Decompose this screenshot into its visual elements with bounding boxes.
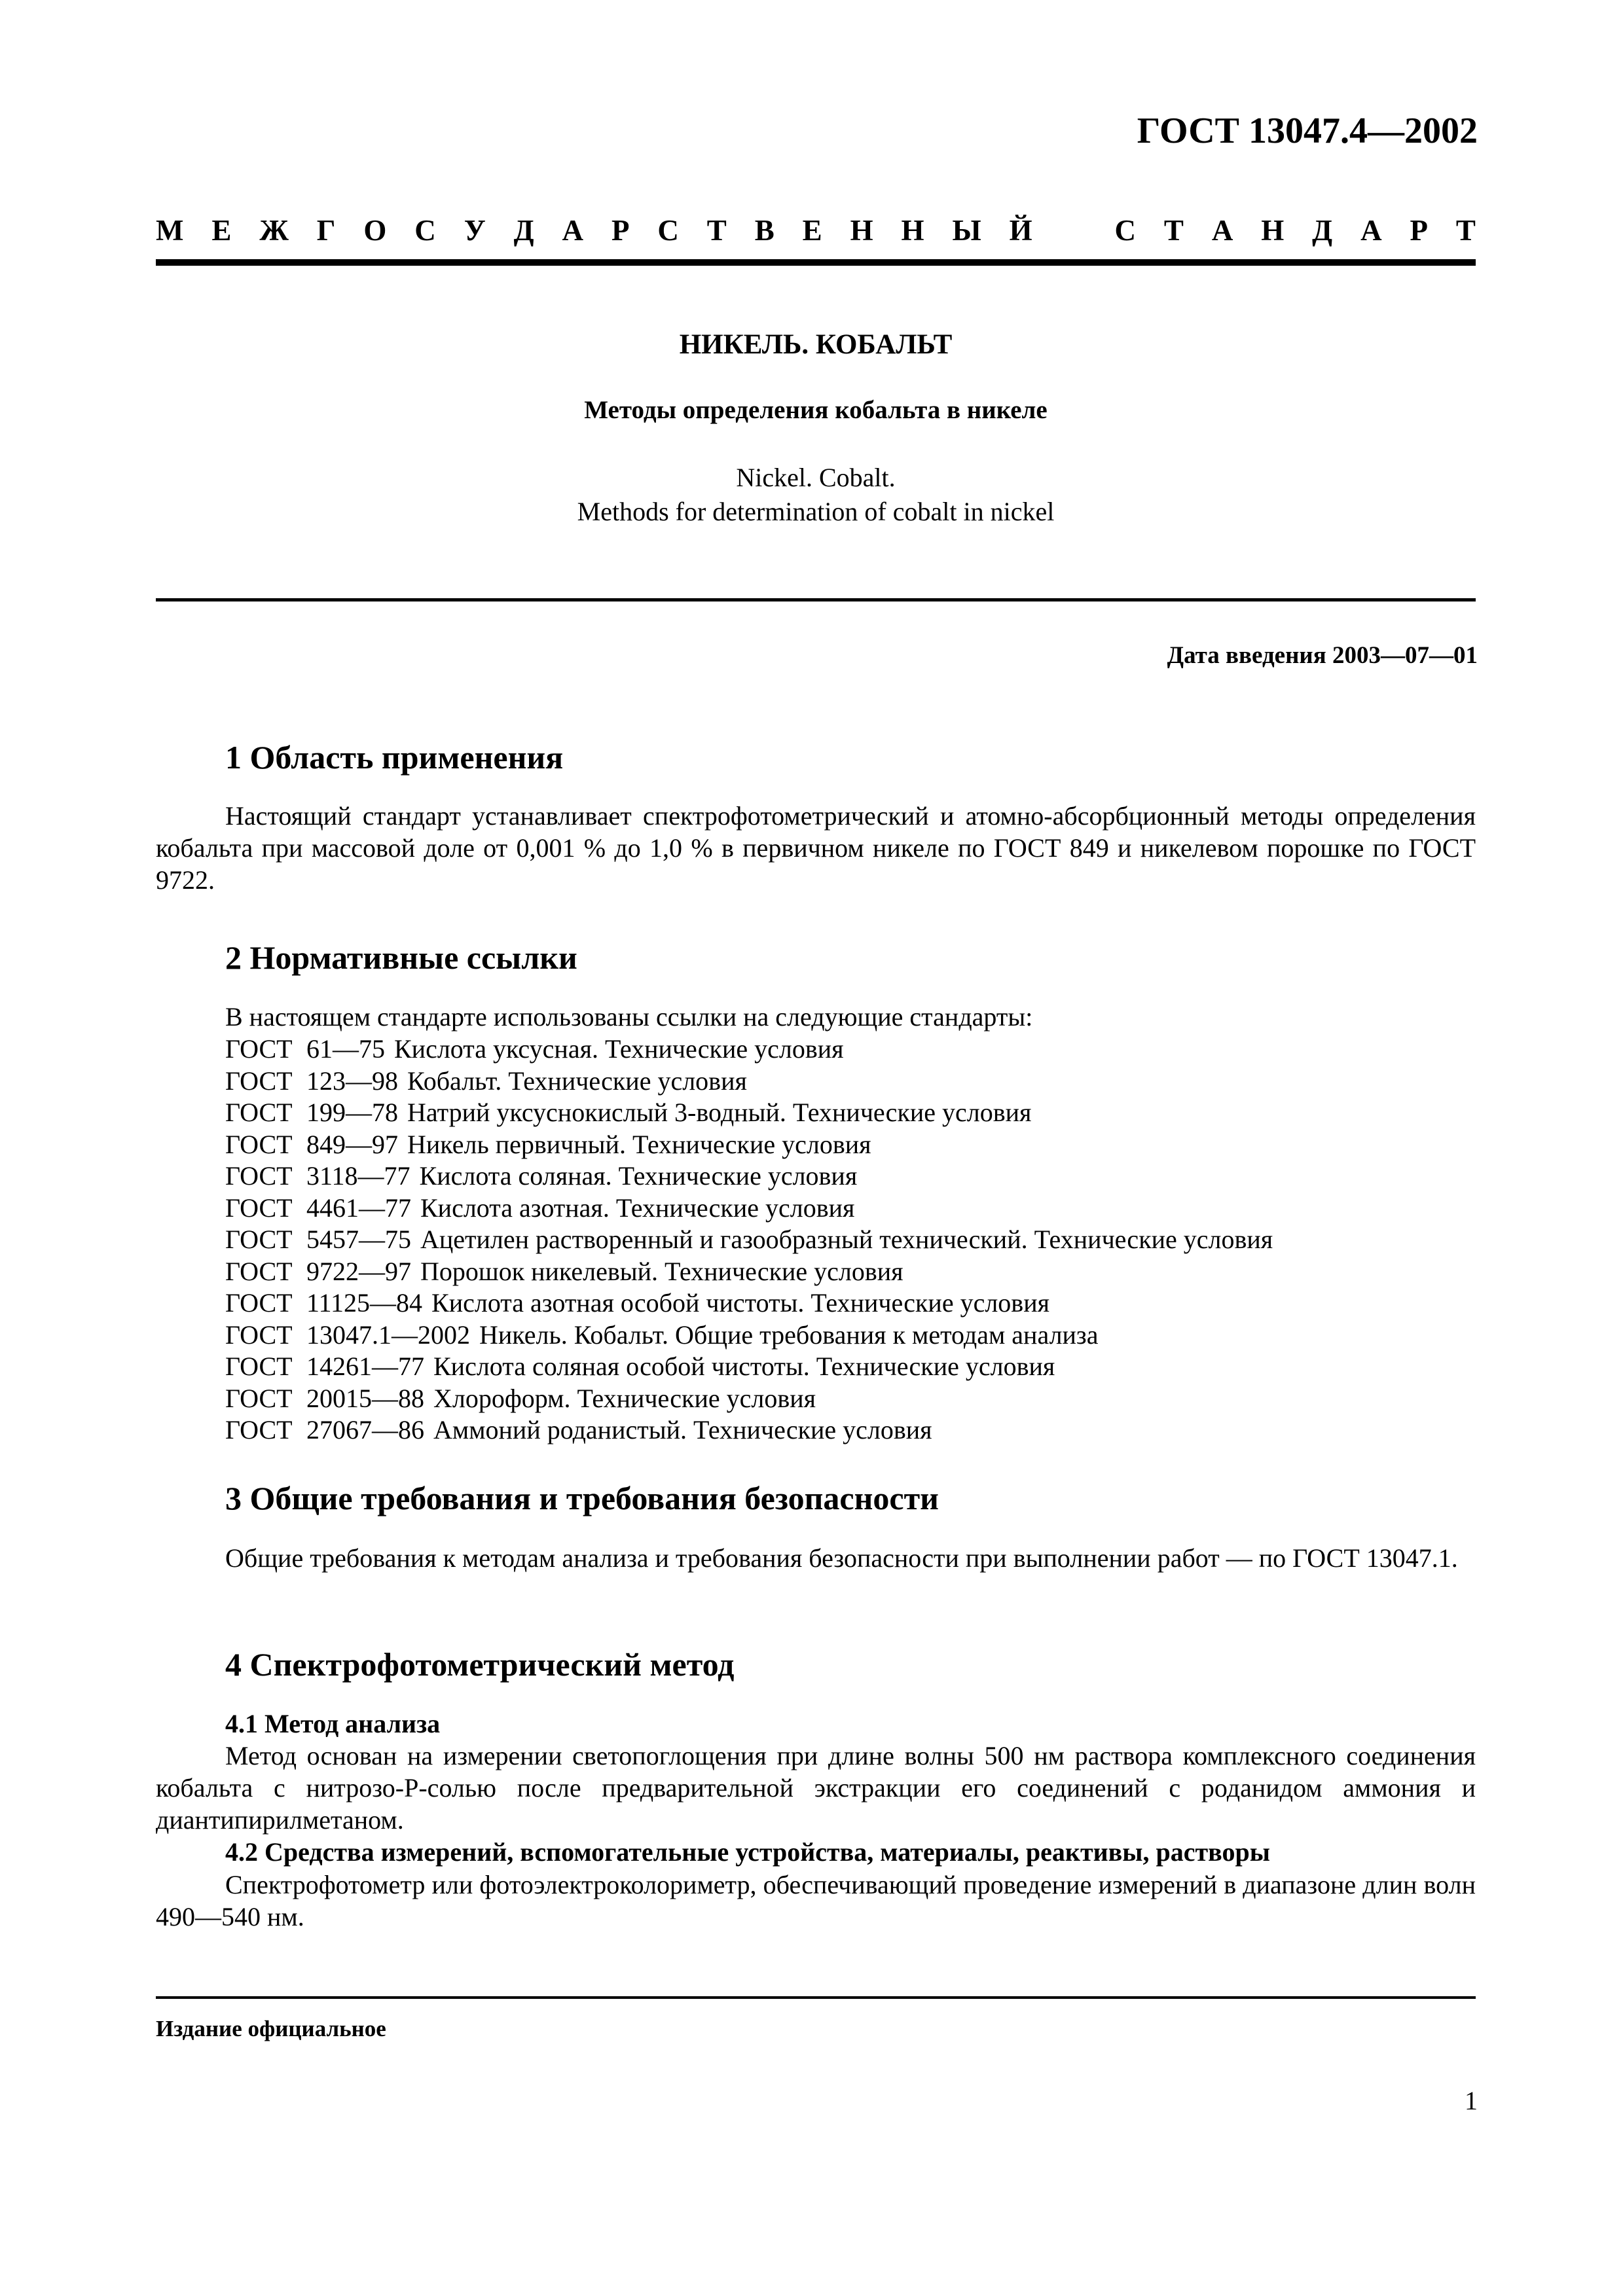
reference-title: Порошок никелевый. Технические условия <box>420 1256 903 1286</box>
section-3-heading: 3 Общие требования и требования безопасности <box>225 1480 939 1516</box>
reference-prefix: ГОСТ <box>225 1066 293 1096</box>
reference-item <box>225 1319 1273 1352</box>
interstate-letter: С <box>414 214 436 247</box>
reference-prefix: ГОСТ <box>225 1034 293 1064</box>
interstate-letter: Д <box>513 214 534 247</box>
interstate-letter: Н <box>901 214 924 247</box>
word-gap <box>1061 213 1087 247</box>
interstate-letter: Е <box>211 214 232 247</box>
section-1-text <box>156 800 1476 896</box>
reference-title: Хлороформ. Технические условия <box>433 1383 816 1413</box>
subsection-4-1-text-content: Метод основан на измерении светопоглощения при длине волны 500 нм раствора комплексного соединения кобальта с нитрозо-Р-солью после предварительной экстракции его соединений с роданидом аммония и диантипирилметаном. <box>156 1741 1476 1835</box>
english-title <box>156 461 1476 529</box>
interstate-letter: Н <box>1261 214 1285 247</box>
interstate-letter: Н <box>850 214 873 247</box>
reference-title: Ацетилен растворенный и газообразный технический. Технические условия <box>420 1225 1273 1254</box>
reference-prefix: ГОСТ <box>225 1383 293 1413</box>
reference-item <box>225 1193 1273 1225</box>
reference-prefix: ГОСТ <box>225 1098 293 1127</box>
interstate-letter: Г <box>316 214 336 247</box>
references-intro: В настоящем стандарте использованы ссылки на следующие стандарты: <box>225 1002 1033 1031</box>
reference-prefix: ГОСТ <box>225 1288 293 1318</box>
reference-prefix: ГОСТ <box>225 1352 293 1381</box>
reference-item <box>225 1287 1273 1319</box>
reference-number: 4461—77 <box>306 1193 411 1223</box>
reference-item <box>225 1414 1273 1446</box>
reference-prefix: ГОСТ <box>225 1415 293 1444</box>
section-1-heading: 1 Область применения <box>225 739 564 776</box>
reference-prefix: ГОСТ <box>225 1225 293 1254</box>
interstate-letter: С <box>657 214 679 247</box>
subsection-4-1-heading: 4.1 Метод анализа <box>225 1709 441 1738</box>
reference-number: 9722—97 <box>306 1256 411 1286</box>
interstate-letter: С <box>1114 214 1136 247</box>
interstate-letter: А <box>1211 214 1233 247</box>
interstate-letter: Й <box>1009 214 1032 247</box>
interstate-letter: Р <box>1410 214 1428 247</box>
reference-title: Кислота соляная. Технические условия <box>419 1161 858 1191</box>
reference-number: 14261—77 <box>306 1352 424 1381</box>
reference-item <box>225 1383 1273 1415</box>
interstate-letter: А <box>562 214 584 247</box>
reference-number: 849—97 <box>306 1129 398 1159</box>
reference-item <box>225 1097 1273 1129</box>
english-title-line-1: Nickel. Cobalt. <box>736 463 896 492</box>
reference-title: Кислота азотная особой чистоты. Технические условия <box>431 1288 1049 1318</box>
subsection-4-2-heading: 4.2 Средства измерений, вспомогательные устройства, материалы, реактивы, растворы <box>225 1837 1270 1867</box>
section-3-text <box>156 1542 1476 1574</box>
reference-number: 20015—88 <box>306 1383 424 1413</box>
reference-number: 61—75 <box>306 1034 385 1064</box>
interstate-letter: Р <box>611 214 630 247</box>
reference-number: 123—98 <box>306 1066 398 1096</box>
interstate-standard-heading <box>156 213 1476 247</box>
interstate-letter: Ы <box>952 214 981 247</box>
reference-number: 27067—86 <box>306 1415 424 1444</box>
reference-item <box>225 1224 1273 1256</box>
interstate-letter: А <box>1360 214 1382 247</box>
section-4-heading: 4 Спектрофотометрический метод <box>225 1646 735 1683</box>
interstate-letter: Д <box>1312 214 1333 247</box>
reference-prefix: ГОСТ <box>225 1319 293 1350</box>
reference-prefix: ГОСТ <box>225 1161 293 1191</box>
interstate-letter: Т <box>1455 214 1476 247</box>
introduction-date: Дата введения 2003—07—01 <box>1167 642 1478 669</box>
reference-title: Натрий уксуснокислый 3-водный. Технические условия <box>407 1098 1032 1127</box>
reference-item <box>225 1033 1273 1066</box>
footer-rule <box>156 1996 1476 1999</box>
reference-item <box>225 1129 1273 1161</box>
reference-title: Кислота уксусная. Технические условия <box>394 1034 844 1064</box>
reference-prefix: ГОСТ <box>225 1193 293 1223</box>
section-2-heading: 2 Нормативные ссылки <box>225 939 577 976</box>
section-3-text-content: Общие требования к методам анализа и требования безопасности при выполнении работ — по ГОСТ 13047.1. <box>225 1543 1458 1573</box>
page-number: 1 <box>1465 2086 1478 2115</box>
reference-title: Никель первичный. Технические условия <box>407 1129 871 1159</box>
interstate-letter: Е <box>802 214 822 247</box>
subsection-4-1-text <box>156 1740 1476 1836</box>
reference-title: Кислота соляная особой чистоты. Технические условия <box>433 1352 1055 1381</box>
reference-number: 5457—75 <box>306 1225 411 1254</box>
reference-item <box>225 1351 1273 1383</box>
english-title-line-2: Methods for determination of cobalt in nickel <box>577 497 1055 526</box>
interstate-letter: Т <box>706 214 727 247</box>
reference-item <box>225 1160 1273 1193</box>
reference-item <box>225 1256 1273 1288</box>
interstate-letter: В <box>754 214 775 247</box>
reference-number: 11125—84 <box>306 1288 423 1318</box>
reference-item <box>225 1066 1273 1098</box>
interstate-letter: О <box>363 214 387 247</box>
title-rule <box>156 598 1476 601</box>
official-edition-label: Издание официальное <box>156 2016 386 2041</box>
reference-number: 3118—77 <box>306 1161 410 1191</box>
section-1-text-content: Настоящий стандарт устанавливает спектрофотометрический и атомно-абсорбционный методы определения кобальта при массовой доле от 0,001 % до 1,0 % в первичном никеле по ГОСТ 849 и никелевом порошке по ГОСТ 9722. <box>156 801 1476 895</box>
reference-title: Кобальт. Технические условия <box>407 1066 747 1096</box>
document-title: НИКЕЛЬ. КОБАЛЬТ <box>679 329 953 360</box>
reference-title: Кислота азотная. Технические условия <box>420 1193 855 1223</box>
subsection-4-2-text-content: Спектрофотометр или фотоэлектроколориметр, обеспечивающий проведение измерений в диапазоне длин волн 490—540 нм. <box>156 1870 1476 1931</box>
interstate-letter: М <box>156 214 184 247</box>
document-subtitle: Методы определения кобальта в никеле <box>584 396 1048 424</box>
interstate-letter: Ж <box>259 214 289 247</box>
reference-number: 199—78 <box>306 1098 398 1127</box>
reference-title: Аммоний роданистый. Технические условия <box>433 1415 932 1444</box>
interstate-letter: У <box>464 214 486 247</box>
subsection-4-2-text <box>156 1869 1476 1933</box>
reference-prefix: ГОСТ <box>225 1256 293 1286</box>
references-list <box>225 1033 1273 1446</box>
reference-number: 13047.1—2002 <box>306 1319 470 1350</box>
document-code: ГОСТ 13047.4—2002 <box>1137 111 1478 151</box>
header-rule <box>156 259 1476 266</box>
reference-prefix: ГОСТ <box>225 1129 293 1159</box>
interstate-letter: Т <box>1163 214 1184 247</box>
reference-title: Никель. Кобальт. Общие требования к методам анализа <box>479 1319 1099 1350</box>
